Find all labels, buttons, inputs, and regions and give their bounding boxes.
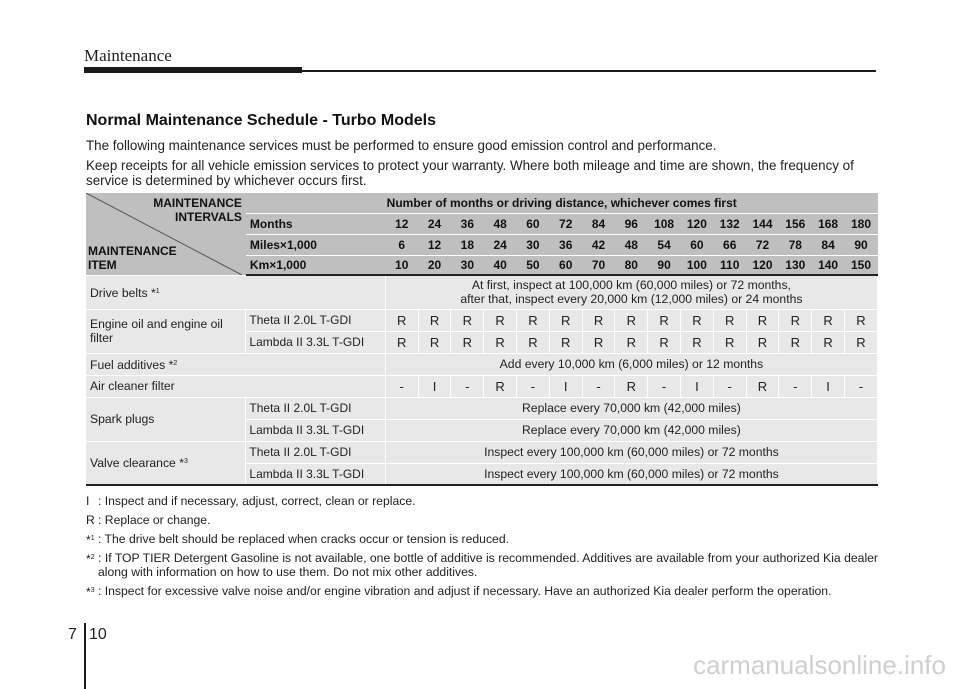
km-cell: 30 — [451, 255, 484, 275]
valve-clearance-note-mark: 3 — [183, 458, 188, 466]
months-cell: 24 — [418, 213, 451, 234]
months-cell: 156 — [779, 213, 812, 234]
fuel-additives-label — [86, 353, 385, 375]
km-cell: 130 — [779, 255, 812, 275]
engine-oil-lambda-cell: R — [681, 331, 714, 353]
footnote-symbol: * — [86, 533, 91, 547]
months-cell: 36 — [451, 213, 484, 234]
table-row — [86, 309, 878, 331]
months-cell: 132 — [713, 213, 746, 234]
miles-cell: 18 — [451, 234, 484, 255]
footnote-mark — [86, 584, 95, 599]
footnote-text: : Inspect for excessive valve noise and/or engine vibration and adjust if necessary. Have an authorized Kia dealer perform the operation. — [98, 584, 832, 598]
engine-oil-lambda-cell: R — [615, 331, 648, 353]
table-row — [86, 441, 878, 463]
engine-oil-theta-cell: R — [484, 309, 517, 331]
engine-oil-label: Engine oil and engine oil filter — [86, 309, 246, 353]
corner-top-line2: INTERVALS — [175, 210, 242, 224]
drive-belts-line2: after that, inspect every 20,000 km (12,000 miles) or 24 months — [460, 292, 803, 307]
header-span: Number of months or driving distance, whichever comes first — [246, 193, 878, 213]
months-cell: 12 — [385, 213, 418, 234]
air-cleaner-cell: I — [418, 375, 451, 397]
spark-plugs-lambda-instructions: Replace every 70,000 km (42,000 miles) — [385, 419, 877, 441]
miles-cell: 30 — [517, 234, 550, 255]
engine-oil-theta-cell: R — [681, 309, 714, 331]
engine-oil-lambda-cell: R — [385, 331, 418, 353]
engine-oil-lambda-cell: R — [648, 331, 681, 353]
air-cleaner-cell: R — [615, 375, 648, 397]
footnotes — [86, 494, 878, 603]
engine-oil-lambda-cell: R — [549, 331, 582, 353]
air-cleaner-cell: - — [713, 375, 746, 397]
footnote-sup: 2 — [90, 554, 95, 561]
footnote-sup: 1 — [90, 535, 95, 542]
miles-label: Miles×1,000 — [246, 234, 385, 255]
page-number: 10 — [89, 626, 107, 643]
footnote-symbol: * — [86, 552, 91, 566]
miles-cell: 78 — [779, 234, 812, 255]
miles-cell: 84 — [812, 234, 845, 255]
months-cell: 120 — [681, 213, 714, 234]
engine-oil-theta-cell: R — [746, 309, 779, 331]
air-cleaner-cell: - — [779, 375, 812, 397]
footnote-symbol: * — [86, 585, 91, 599]
km-cell: 10 — [385, 255, 418, 275]
km-label: Km×1,000 — [246, 255, 385, 275]
months-cell: 84 — [582, 213, 615, 234]
engine-oil-theta-cell: R — [844, 309, 877, 331]
km-cell: 90 — [648, 255, 681, 275]
footnote-mark — [86, 494, 89, 508]
miles-cell: 48 — [615, 234, 648, 255]
miles-cell: 60 — [681, 234, 714, 255]
running-header: Maintenance — [84, 46, 172, 65]
engine-oil-theta-cell: R — [582, 309, 615, 331]
engine-oil-lambda-label: Lambda II 3.3L T-GDI — [246, 331, 385, 353]
months-cell: 180 — [844, 213, 877, 234]
footnote-text: : The drive belt should be replaced when cracks occur or tension is reduced. — [98, 532, 509, 546]
months-cell: 72 — [549, 213, 582, 234]
engine-oil-lambda-cell: R — [746, 331, 779, 353]
air-cleaner-cell: - — [648, 375, 681, 397]
months-cell: 60 — [517, 213, 550, 234]
corner-bottom-line1: MAINTENANCE — [88, 243, 177, 258]
intro-paragraph-2: Keep receipts for all vehicle emission services to protect your warranty. Where both mileage and time are shown, the frequency of service is determined by whichever occurs first. — [86, 158, 854, 188]
section-title: Normal Maintenance Schedule - Turbo Models — [86, 112, 436, 129]
corner-bottom-line2: ITEM — [88, 257, 117, 272]
engine-oil-theta-cell: R — [648, 309, 681, 331]
km-cell: 140 — [812, 255, 845, 275]
spark-plugs-label: Spark plugs — [86, 397, 246, 441]
engine-oil-theta-cell: R — [385, 309, 418, 331]
engine-oil-lambda-cell: R — [517, 331, 550, 353]
engine-oil-lambda-cell: R — [713, 331, 746, 353]
months-cell: 96 — [615, 213, 648, 234]
footnote-mark — [86, 532, 95, 547]
table-row — [86, 275, 878, 309]
miles-cell: 72 — [746, 234, 779, 255]
engine-oil-lambda-cell: R — [418, 331, 451, 353]
fuel-additives-note-mark: 2 — [173, 359, 178, 367]
km-cell: 120 — [746, 255, 779, 275]
air-cleaner-label: Air cleaner filter — [86, 375, 385, 397]
valve-clearance-theta-label: Theta II 2.0L T-GDI — [246, 441, 385, 463]
fuel-additives-text: Fuel additives * — [90, 357, 174, 372]
spark-plugs-lambda-label: Lambda II 3.3L T-GDI — [246, 419, 385, 441]
drive-belts-instructions — [385, 275, 877, 309]
months-cell: 108 — [648, 213, 681, 234]
months-label: Months — [246, 213, 385, 234]
table-row — [86, 353, 878, 375]
engine-oil-theta-cell: R — [451, 309, 484, 331]
table-row — [86, 397, 878, 419]
footnote-item — [86, 513, 878, 527]
footnote-text: : Replace or change. — [98, 513, 211, 527]
miles-cell: 54 — [648, 234, 681, 255]
months-cell: 144 — [746, 213, 779, 234]
km-cell: 20 — [418, 255, 451, 275]
air-cleaner-cell: - — [844, 375, 877, 397]
engine-oil-lambda-cell: R — [844, 331, 877, 353]
footnote-symbol: I — [86, 494, 90, 508]
miles-cell: 36 — [549, 234, 582, 255]
footnote-item — [86, 551, 878, 579]
engine-oil-theta-cell: R — [549, 309, 582, 331]
maintenance-schedule-table — [86, 193, 878, 486]
air-cleaner-cell: I — [549, 375, 582, 397]
engine-oil-theta-cell: R — [615, 309, 648, 331]
air-cleaner-cell: R — [484, 375, 517, 397]
spark-plugs-theta-instructions: Replace every 70,000 km (42,000 miles) — [385, 397, 877, 419]
km-cell: 150 — [844, 255, 877, 275]
engine-oil-lambda-cell: R — [484, 331, 517, 353]
footnote-mark — [86, 513, 95, 527]
engine-oil-lambda-cell: R — [451, 331, 484, 353]
footnote-item — [86, 532, 878, 546]
miles-cell: 24 — [484, 234, 517, 255]
page-divider — [84, 623, 86, 689]
chapter-number: 7 — [68, 626, 77, 643]
corner-intervals-label — [153, 196, 242, 224]
air-cleaner-cell: - — [451, 375, 484, 397]
drive-belts-line1: At first, inspect at 100,000 km (60,000 miles) or 72 months, — [471, 278, 791, 293]
engine-oil-theta-cell: R — [812, 309, 845, 331]
footnote-item — [86, 584, 878, 598]
corner-item-label — [88, 244, 177, 272]
table-row — [86, 375, 878, 397]
watermark-text: carmanualsonline.info — [693, 650, 946, 680]
table-corner-header — [86, 193, 246, 275]
engine-oil-lambda-cell: R — [779, 331, 812, 353]
header-rule-thin — [302, 70, 876, 72]
air-cleaner-cell: - — [517, 375, 550, 397]
engine-oil-theta-cell: R — [779, 309, 812, 331]
footnote-item — [86, 494, 878, 508]
footnote-mark — [86, 551, 95, 566]
valve-clearance-text: Valve clearance * — [90, 456, 184, 471]
footnote-text: : If TOP TIER Detergent Gasoline is not available, one bottle of additive is recommended. Additives are available from your authorized Kia dealer along with information on how to use them. Do not mix other additives. — [98, 551, 878, 579]
footnote-symbol: R — [86, 513, 95, 527]
valve-clearance-label — [86, 441, 246, 485]
valve-clearance-lambda-label: Lambda II 3.3L T-GDI — [246, 463, 385, 485]
drive-belts-text: Drive belts * — [90, 285, 156, 300]
months-cell: 48 — [484, 213, 517, 234]
fuel-additives-instructions: Add every 10,000 km (6,000 miles) or 12 months — [385, 353, 877, 375]
km-cell: 50 — [517, 255, 550, 275]
miles-cell: 12 — [418, 234, 451, 255]
km-cell: 110 — [713, 255, 746, 275]
corner-top-line1: MAINTENANCE — [153, 196, 242, 210]
intro-paragraph-1: The following maintenance services must be performed to ensure good emission control and performance. — [86, 138, 717, 153]
air-cleaner-cell: - — [385, 375, 418, 397]
engine-oil-theta-cell: R — [418, 309, 451, 331]
engine-oil-theta-cell: R — [517, 309, 550, 331]
km-cell: 80 — [615, 255, 648, 275]
miles-cell: 42 — [582, 234, 615, 255]
km-cell: 100 — [681, 255, 714, 275]
km-cell: 40 — [484, 255, 517, 275]
km-cell: 60 — [549, 255, 582, 275]
valve-clearance-theta-instructions: Inspect every 100,000 km (60,000 miles) or 72 months — [385, 441, 877, 463]
km-cell: 70 — [582, 255, 615, 275]
valve-clearance-lambda-instructions: Inspect every 100,000 km (60,000 miles) or 72 months — [385, 463, 877, 485]
footnote-sup: 3 — [90, 587, 95, 594]
engine-oil-theta-cell: R — [713, 309, 746, 331]
spark-plugs-theta-label: Theta II 2.0L T-GDI — [246, 397, 385, 419]
air-cleaner-cell: I — [681, 375, 714, 397]
air-cleaner-cell: - — [582, 375, 615, 397]
months-cell: 168 — [812, 213, 845, 234]
air-cleaner-cell: I — [812, 375, 845, 397]
air-cleaner-cell: R — [746, 375, 779, 397]
engine-oil-lambda-cell: R — [582, 331, 615, 353]
miles-cell: 90 — [844, 234, 877, 255]
miles-cell: 6 — [385, 234, 418, 255]
drive-belts-note-mark: 1 — [155, 287, 160, 295]
engine-oil-lambda-cell: R — [812, 331, 845, 353]
header-rule-thick — [84, 67, 302, 73]
footnote-text: : Inspect and if necessary, adjust, correct, clean or replace. — [98, 494, 416, 508]
drive-belts-label — [86, 275, 385, 309]
miles-cell: 66 — [713, 234, 746, 255]
engine-oil-theta-label: Theta II 2.0L T-GDI — [246, 309, 385, 331]
